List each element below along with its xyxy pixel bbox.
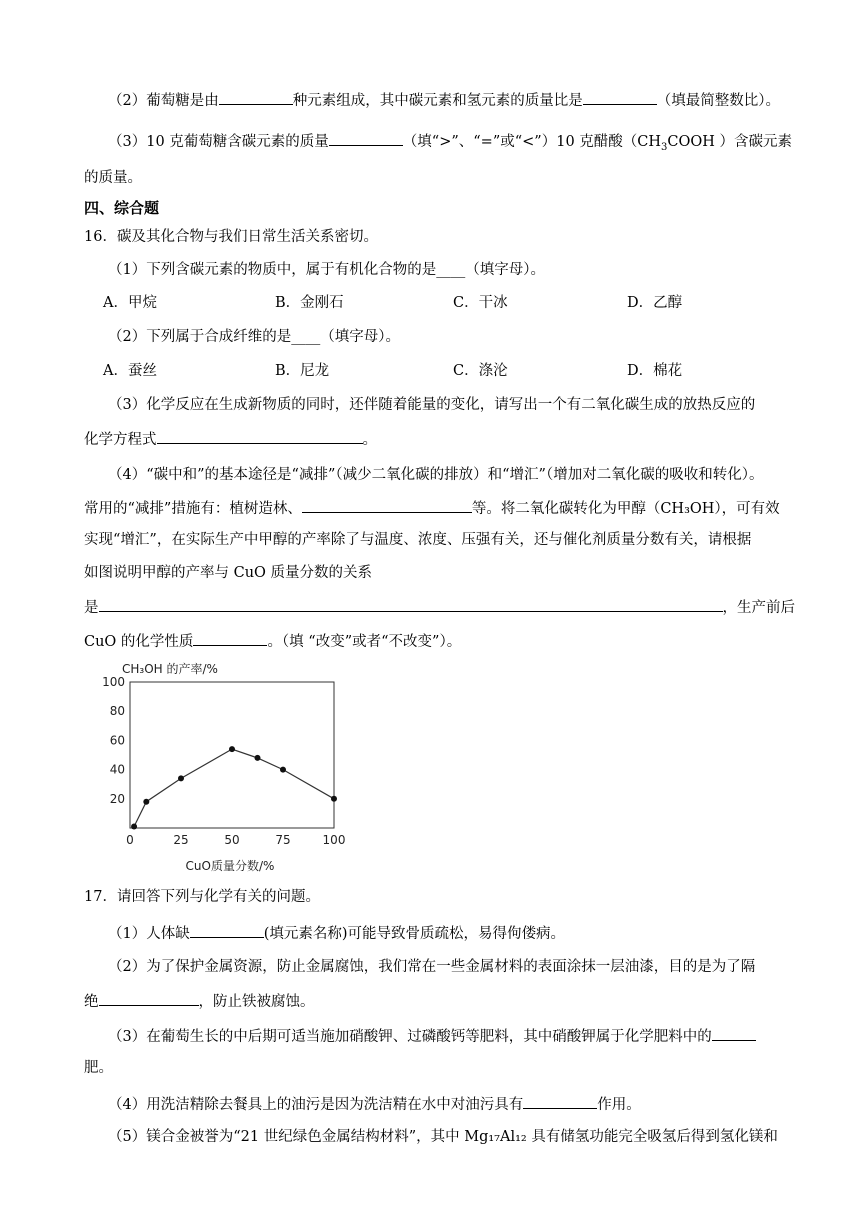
section-heading: 四、综合题	[84, 199, 160, 217]
option-c[interactable]: C．涤沦	[453, 363, 508, 379]
q16-part2: （2）下列属于合成纤维的是____（填字母）。	[108, 329, 400, 345]
q16-part3-line2: 化学方程式 。	[84, 428, 814, 450]
q16-part4-line2: 常用的“减排”措施有：植树造林、 等。将二氧化碳转化为甲醇（CH₃OH），可有效	[84, 497, 814, 519]
x-tick-label: 0	[126, 833, 134, 847]
x-tick-label: 75	[275, 833, 291, 847]
q16-part4-line3: 实现“增汇”，在实际生产中甲醇的产率除了与温度、浓度、压强有关，还与催化剂质量分数有关，请根据	[84, 532, 752, 548]
answer-blank[interactable]	[583, 89, 657, 105]
chart-points	[131, 746, 337, 829]
q17-stem: 17．请回答下列与化学有关的问题。	[84, 889, 320, 905]
chart-y-ticks	[102, 675, 125, 806]
q17-part4: （4）用洗洁精除去餐具上的油污是因为洗洁精在水中对油污具有 作用。	[108, 1093, 814, 1115]
chart-series-line	[134, 749, 334, 826]
methanol-yield-chart	[92, 658, 362, 878]
chart-x-label: CuO质量分数/%	[185, 859, 275, 873]
x-tick-label: 25	[173, 833, 189, 847]
data-point	[280, 767, 286, 773]
q16-part4-line5: 是 ，生产前后	[84, 596, 814, 618]
q17-part1: （1）人体缺 (填元素名称)可能导致骨质疏松，易得佝偻病。	[108, 922, 814, 944]
q16-part3-line1: （3）化学反应在生成新物质的同时，还伴随着能量的变化，请写出一个有二氧化碳生成的放热反应的	[108, 397, 756, 413]
q16-part1: （1）下列含碳元素的物质中，属于有机化合物的是____（填字母）。	[108, 262, 545, 278]
answer-blank[interactable]	[157, 428, 363, 444]
q16-part4-line4: 如图说明甲醇的产率与 CuO 质量分数的关系	[84, 565, 373, 581]
y-tick-label: 60	[109, 733, 125, 748]
q15-part3: （3）10 克葡萄糖含碳元素的质量 （填“>”、“=”或“<”）10 克醋酸（$CH_3COOH$ ）含碳元素	[108, 130, 814, 158]
data-point	[255, 755, 261, 761]
answer-blank[interactable]	[219, 89, 293, 105]
y-tick-label: 40	[109, 762, 125, 777]
answer-blank[interactable]	[302, 497, 472, 513]
x-tick-label: 50	[224, 833, 240, 847]
data-point	[131, 824, 137, 830]
answer-blank[interactable]	[329, 130, 403, 146]
answer-blank[interactable]	[523, 1093, 597, 1109]
chart-plot-frame	[130, 682, 334, 828]
q17-part3-line2: 肥。	[84, 1060, 113, 1076]
data-point	[229, 746, 235, 752]
answer-blank[interactable]	[99, 990, 199, 1006]
option-c[interactable]: C．干冰	[453, 295, 508, 311]
answer-blank[interactable]	[99, 596, 723, 612]
q15-part2: （2）葡萄糖是由 种元素组成，其中碳元素和氢元素的质量比是 （填最简整数比）。	[108, 89, 814, 111]
data-point	[178, 775, 184, 781]
answer-blank[interactable]	[712, 1025, 756, 1041]
q16-stem: 16．碳及其化合物与我们日常生活关系密切。	[84, 229, 378, 245]
q16-part4-line6: CuO 的化学性质 。（填 “改变”或者“不改变”）。	[84, 630, 814, 652]
y-tick-label: 80	[109, 704, 125, 719]
option-a[interactable]: A．甲烷	[103, 295, 157, 311]
option-d[interactable]: D．乙醇	[627, 295, 683, 311]
option-b[interactable]: B．尼龙	[275, 363, 330, 379]
q17-part3-line1: （3）在葡萄生长的中后期可适当施加硝酸钾、过磷酸钙等肥料，其中硝酸钾属于化学肥料中的	[108, 1025, 814, 1047]
q17-part2-line1: （2）为了保护金属资源，防止金属腐蚀，我们常在一些金属材料的表面涂抹一层油漆，目的是为了隔	[108, 959, 756, 975]
q15-part3-cont: 的质量。	[84, 170, 142, 186]
y-tick-label: 20	[109, 791, 125, 806]
option-d[interactable]: D．棉花	[627, 363, 683, 379]
chart-x-ticks	[126, 833, 345, 847]
q17-part2-line2: 绝 ，防止铁被腐蚀。	[84, 990, 814, 1012]
q17-part5: （5）镁合金被誉为“21 世纪绿色金属结构材料”，其中 Mg₁₇Al₁₂ 具有储氢功能完全吸氢后得到氢化镁和	[108, 1129, 778, 1145]
q16-part4-line1: （4）“碳中和”的基本途径是“减排”（减少二氧化碳的排放）和“增汇”（增加对二氧化碳的吸收和转化）。	[108, 467, 764, 483]
data-point	[331, 796, 337, 802]
answer-blank[interactable]	[190, 922, 264, 938]
chart-y-label: CH₃OH 的产率/%	[122, 662, 218, 676]
answer-blank[interactable]	[193, 630, 267, 646]
option-a[interactable]: A．蚕丝	[103, 363, 157, 379]
option-b[interactable]: B．金刚石	[275, 295, 344, 311]
data-point	[143, 799, 149, 805]
y-tick-label: 100	[102, 675, 125, 689]
x-tick-label: 100	[322, 833, 346, 847]
